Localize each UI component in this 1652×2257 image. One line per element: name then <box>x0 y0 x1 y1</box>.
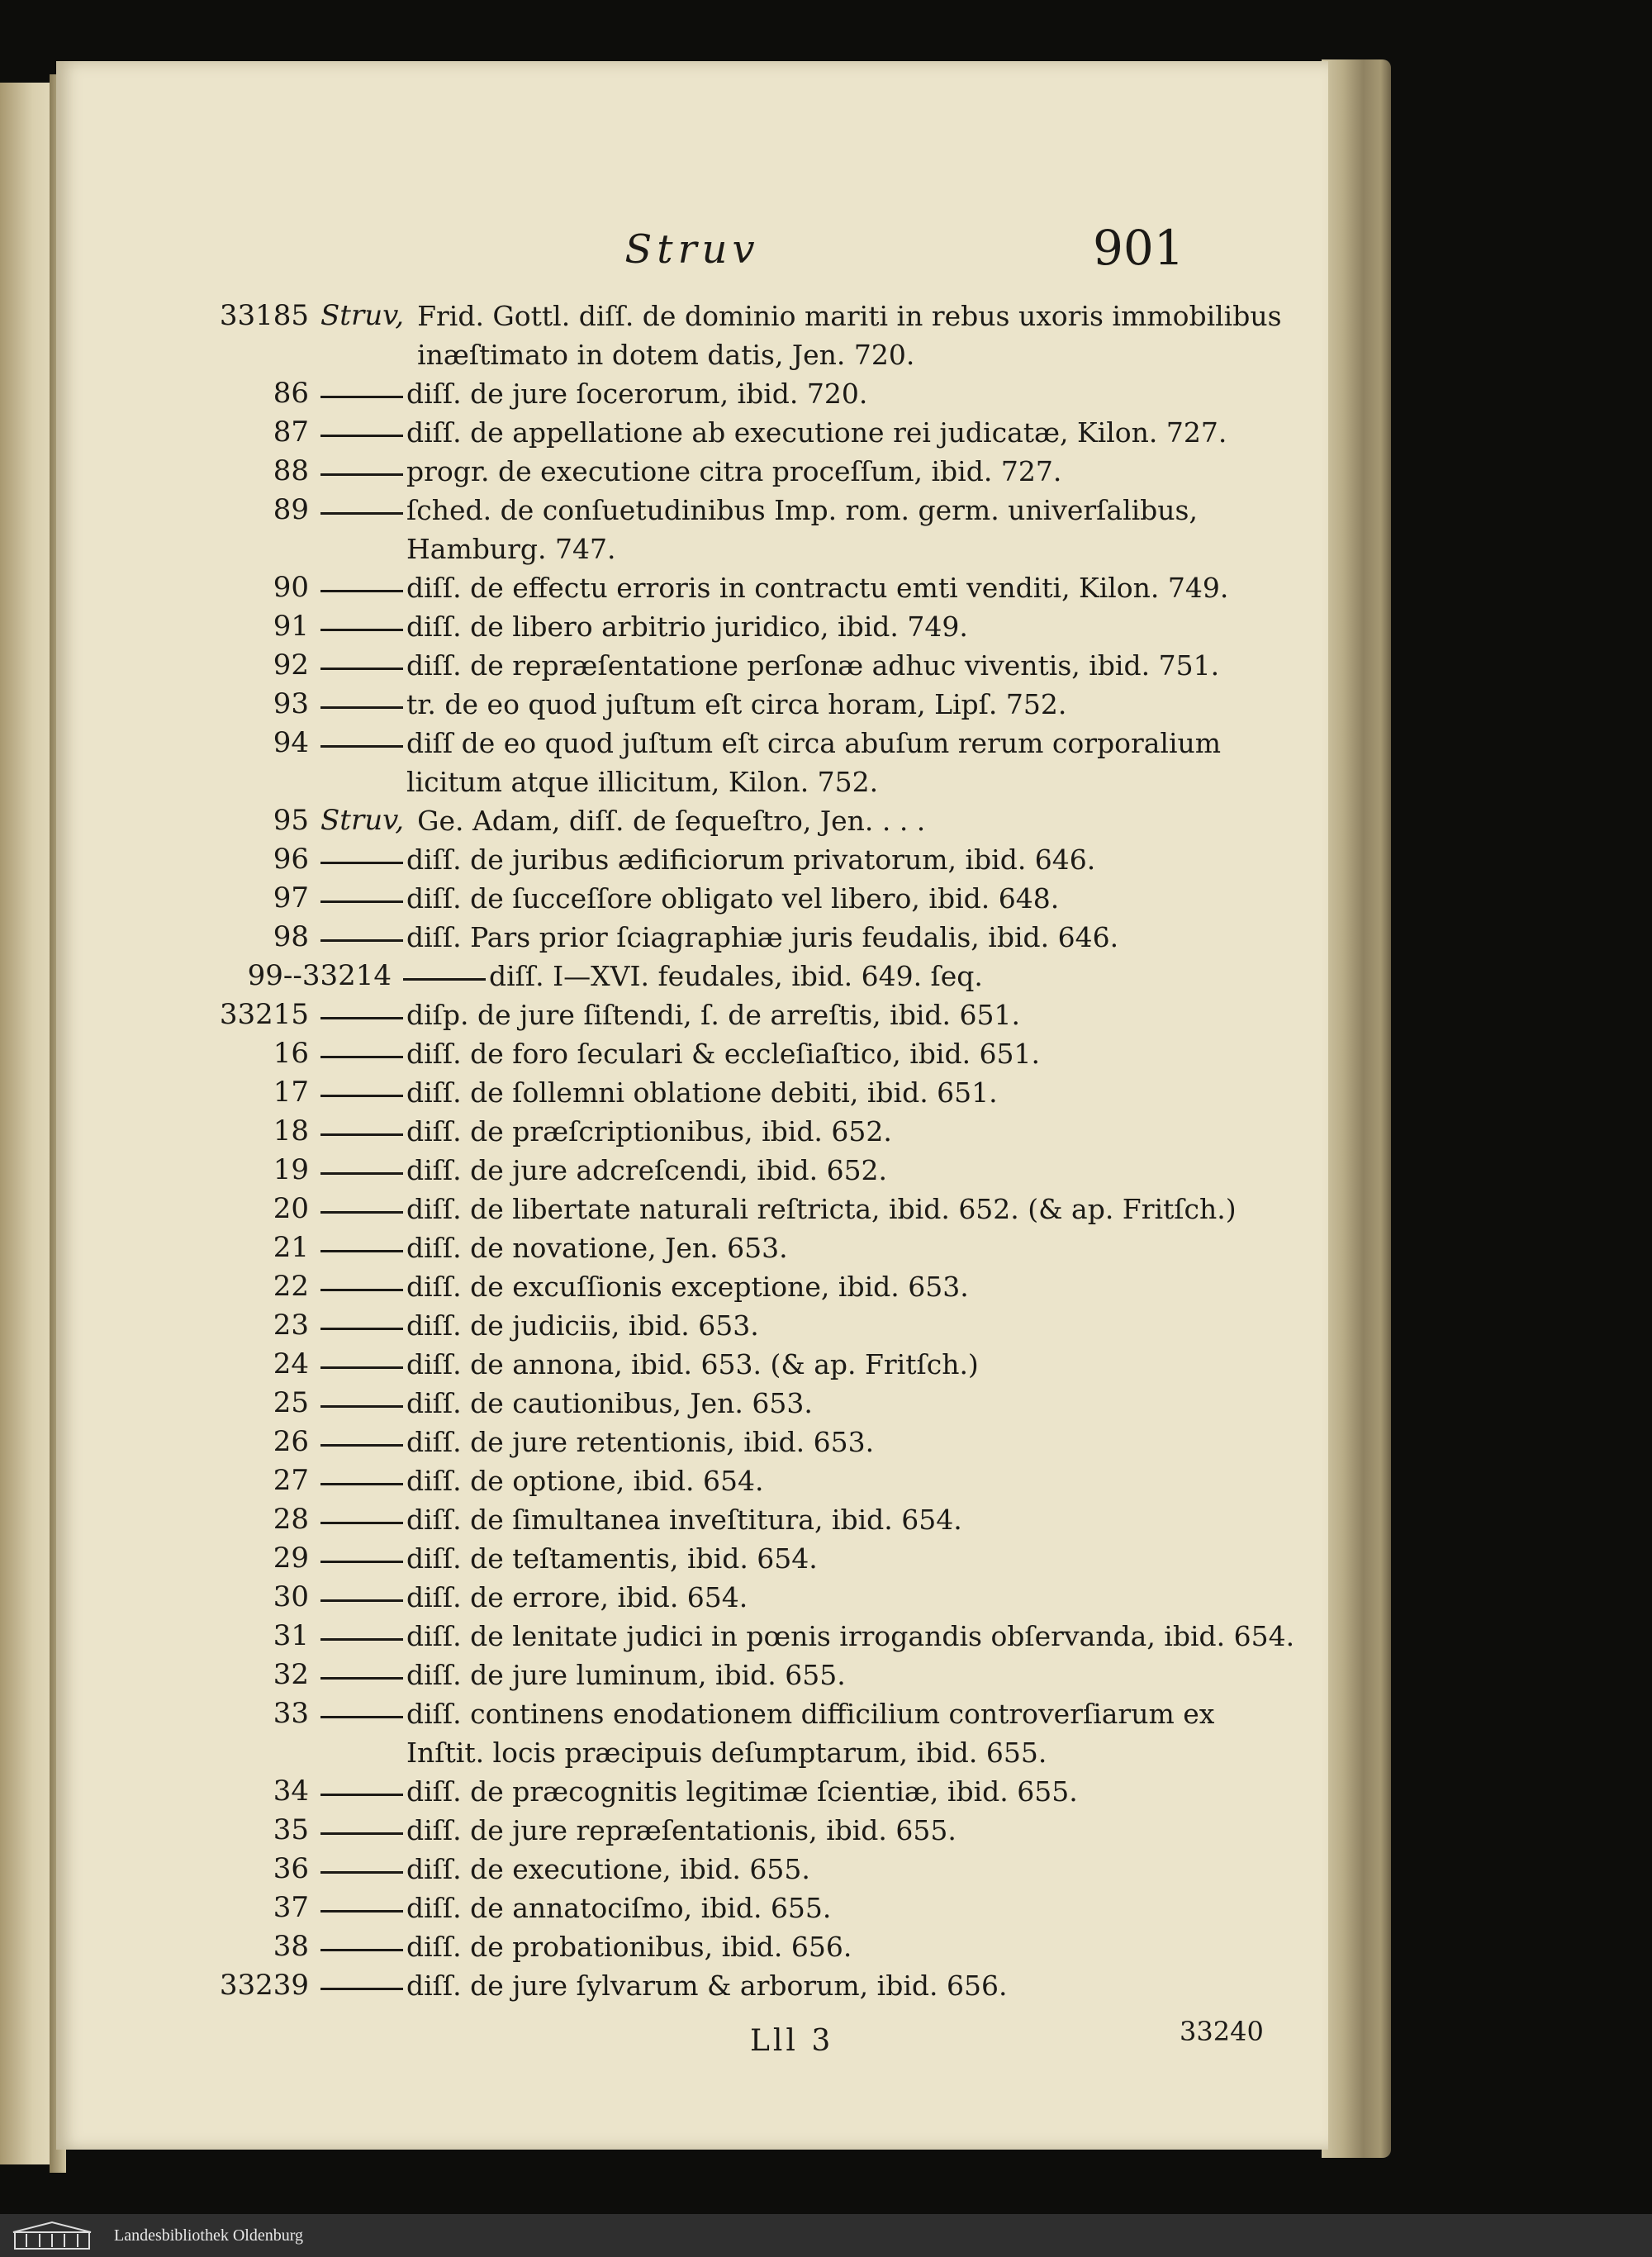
entry-number: 33239 <box>219 1969 309 2002</box>
catalog-entry <box>164 607 1299 646</box>
entry-number: 30 <box>273 1580 309 1613</box>
catalog-entry <box>164 840 1299 879</box>
ditto-dash <box>320 939 403 942</box>
entry-number: 28 <box>273 1503 309 1536</box>
entry-number: 32 <box>273 1658 309 1691</box>
catalog-entry <box>164 957 1299 995</box>
entry-number: 35 <box>273 1813 309 1846</box>
entry-text: diſſ. de optione, ibid. 654. <box>406 1465 764 1497</box>
ditto-dash <box>320 745 403 748</box>
entry-author: Struv, <box>320 804 405 837</box>
entry-text: diſſ. de jure adcreſcendi, ibid. 652. <box>406 1154 888 1186</box>
entry-number: 21 <box>273 1231 309 1264</box>
catalog-entry <box>164 1345 1299 1384</box>
catalog-entry <box>164 491 1299 568</box>
ditto-dash <box>320 473 403 476</box>
ditto-dash <box>320 900 403 903</box>
entry-text: diſſ. de lenitate judici in pœnis irrogandis obſervanda, ibid. 654. <box>406 1620 1295 1652</box>
catalog-entry <box>164 646 1299 685</box>
entry-text: diſſ. continens enodationem difficilium controverſiarum ex Inſtit. locis præcipuis deſumptarum, ibid. 655. <box>406 1698 1215 1769</box>
ditto-dash <box>320 1988 403 1990</box>
ditto-dash <box>320 1095 403 1097</box>
ditto-dash <box>320 1056 403 1058</box>
entry-text: diſſ. de jure retentionis, ibid. 653. <box>406 1426 875 1458</box>
entry-number: 95 <box>273 804 309 837</box>
ditto-dash <box>403 978 486 981</box>
catalog-entry <box>164 1500 1299 1539</box>
entry-number: 24 <box>273 1347 309 1380</box>
entry-number: 33185 <box>219 299 309 332</box>
entry-text: diſſ. de excuſſionis exceptione, ibid. 653. <box>406 1271 969 1303</box>
entry-text: diſſ. de jure ſocerorum, ibid. 720. <box>406 378 868 410</box>
catalog-entry <box>164 1306 1299 1345</box>
catalog-entry <box>164 1889 1299 1927</box>
catalog-entry <box>164 374 1299 413</box>
entry-number: 33 <box>273 1697 309 1730</box>
ditto-dash <box>320 1794 403 1796</box>
entry-number: 25 <box>273 1386 309 1419</box>
page-stack-edge <box>1322 59 1391 2158</box>
entry-text: diſſ. de appellatione ab executione rei judicatæ, Kilon. 727. <box>406 416 1227 449</box>
entry-number: 19 <box>273 1153 309 1186</box>
entry-number: 29 <box>273 1542 309 1575</box>
entry-text: diſſ. de ſucceſſore obligato vel libero, ibid. 648. <box>406 882 1060 915</box>
entry-text: diſſ. de præſcriptionibus, ibid. 652. <box>406 1115 892 1148</box>
entry-text: diſſ. de jure ſylvarum & arborum, ibid. 656. <box>406 1970 1008 2002</box>
catalog-entry <box>164 685 1299 724</box>
entry-text: diſſ. de jure repræſentationis, ibid. 655. <box>406 1814 957 1846</box>
footer-bar <box>0 2214 1652 2257</box>
entry-author: Struv, <box>320 299 405 332</box>
catalog-entry <box>164 1112 1299 1151</box>
ditto-dash <box>320 1328 403 1330</box>
entry-number: 26 <box>273 1425 309 1458</box>
catalog-entry <box>164 568 1299 607</box>
catalog-entry <box>164 1461 1299 1500</box>
entry-number: 94 <box>273 726 309 759</box>
entry-text: diſſ. de annona, ibid. 653. (& ap. Fritſch.) <box>406 1348 979 1380</box>
entry-number: 36 <box>273 1852 309 1885</box>
catalog-entry <box>164 1850 1299 1889</box>
ditto-dash <box>320 1561 403 1563</box>
entry-text: diſſ. de juribus ædificiorum privatorum, ibid. 646. <box>406 843 1096 876</box>
entry-text: diſſ. de foro ſeculari & eccleſiaſtico, ibid. 651. <box>406 1038 1041 1070</box>
entry-number: 99--33214 <box>247 959 392 992</box>
catalog-entry <box>164 1190 1299 1228</box>
entry-number: 17 <box>273 1076 309 1109</box>
entry-text: diſſ. de jure luminum, ibid. 655. <box>406 1659 846 1691</box>
ditto-dash <box>320 1483 403 1485</box>
entry-number: 93 <box>273 687 309 720</box>
catalog-entry <box>164 995 1299 1034</box>
library-name: Landesbibliothek Oldenburg <box>114 2226 304 2245</box>
entry-number: 38 <box>273 1930 309 1963</box>
ditto-dash <box>320 668 403 670</box>
entry-text: diſſ. de libertate naturali reſtricta, ibid. 652. (& ap. Fritſch.) <box>406 1193 1237 1225</box>
entry-text: diſſ. de repræſentatione perſonæ adhuc viventis, ibid. 751. <box>406 649 1220 682</box>
entry-text: diſſ. de annatociſmo, ibid. 655. <box>406 1892 832 1924</box>
ditto-dash <box>320 1366 403 1369</box>
ditto-dash <box>320 1405 403 1408</box>
ditto-dash <box>320 706 403 709</box>
catalog-entry <box>164 1656 1299 1694</box>
entry-number: 89 <box>273 493 309 526</box>
entry-number: 98 <box>273 920 309 953</box>
catalog-entry <box>164 413 1299 452</box>
catalog-entry <box>164 1927 1299 1966</box>
entry-text: diſſ. de judiciis, ibid. 653. <box>406 1309 759 1342</box>
entry-number: 34 <box>273 1775 309 1808</box>
entry-text: diſp. de jure ſiſtendi, ſ. de arreſtis, ibid. 651. <box>406 999 1020 1031</box>
entry-number: 96 <box>273 843 309 876</box>
ditto-dash <box>320 435 403 437</box>
entry-number: 92 <box>273 649 309 682</box>
entry-number: 27 <box>273 1464 309 1497</box>
catalog-entry <box>164 1811 1299 1850</box>
ditto-dash <box>320 1638 403 1641</box>
entry-text: diſſ. de probationibus, ibid. 656. <box>406 1931 852 1963</box>
entry-list <box>164 297 1299 2005</box>
ditto-dash <box>320 862 403 864</box>
entry-text: diſſ. I—XVI. feudales, ibid. 649. ſeq. <box>489 960 983 992</box>
ditto-dash <box>320 629 403 631</box>
ditto-dash <box>320 1910 403 1913</box>
entry-text: diſſ. de præcognitis legitimæ ſcientiæ, ibid. 655. <box>406 1775 1078 1808</box>
ditto-dash <box>320 590 403 592</box>
catalog-entry <box>164 1073 1299 1112</box>
entry-number: 88 <box>273 454 309 487</box>
entry-text: Frid. Gottl. diſſ. de dominio mariti in rebus uxoris immobilibus inæſtimato in dotem datis, Jen. 720. <box>417 300 1282 371</box>
ditto-dash <box>320 1871 403 1874</box>
ditto-dash <box>320 1133 403 1136</box>
ditto-dash <box>320 1289 403 1291</box>
ditto-dash <box>320 396 403 398</box>
ditto-dash <box>320 1599 403 1602</box>
entry-text: diſſ. de libero arbitrio juridico, ibid. 749. <box>406 611 968 643</box>
ditto-dash <box>320 1172 403 1175</box>
catalog-entry <box>164 1384 1299 1423</box>
ditto-dash <box>320 1677 403 1680</box>
catalog-entry <box>164 1694 1299 1772</box>
entry-text: diſſ. de ſimultanea inveſtitura, ibid. 654. <box>406 1504 962 1536</box>
page-number: 901 <box>1093 220 1184 276</box>
entry-text: Ge. Adam, diſſ. de ſequeſtro, Jen. . . . <box>417 805 926 837</box>
entry-text: diſſ. Pars prior ſciagraphiæ juris feudalis, ibid. 646. <box>406 921 1119 953</box>
ditto-dash <box>320 1522 403 1524</box>
catalog-entry <box>164 918 1299 957</box>
catalog-entry <box>164 801 1299 840</box>
entry-number: 23 <box>273 1309 309 1342</box>
book-page <box>56 61 1328 2150</box>
catalog-entry <box>164 724 1299 801</box>
catalog-entry <box>164 1034 1299 1073</box>
catalog-entry <box>164 1151 1299 1190</box>
ditto-dash <box>320 1832 403 1835</box>
entry-text: diſſ. de teſtamentis, ibid. 654. <box>406 1542 818 1575</box>
catalog-entry <box>164 1539 1299 1578</box>
entry-number: 37 <box>273 1891 309 1924</box>
catalog-entry <box>164 452 1299 491</box>
entry-number: 16 <box>273 1037 309 1070</box>
entry-number: 33215 <box>219 998 309 1031</box>
ditto-dash <box>320 1444 403 1447</box>
catalog-entry <box>164 297 1299 374</box>
entry-text: diſſ. de cautionibus, Jen. 653. <box>406 1387 813 1419</box>
catalog-entry <box>164 1772 1299 1811</box>
entry-text: diſſ. de novatione, Jen. 653. <box>406 1232 788 1264</box>
catalog-entry <box>164 1423 1299 1461</box>
ditto-dash <box>320 1250 403 1252</box>
entry-number: 91 <box>273 610 309 643</box>
entry-number: 97 <box>273 881 309 915</box>
catchword: 33240 <box>1180 2016 1264 2047</box>
entry-text: tr. de eo quod juſtum eſt circa horam, Lipſ. 752. <box>406 688 1067 720</box>
signature-mark: Lll 3 <box>750 2024 834 2058</box>
library-building-icon <box>7 2219 106 2252</box>
catalog-entry <box>164 1966 1299 2005</box>
running-head: Struv <box>624 226 760 273</box>
entry-text: diſſ. de errore, ibid. 654. <box>406 1581 748 1613</box>
catalog-entry <box>164 879 1299 918</box>
entry-text: diſſ. de effectu erroris in contractu emti venditi, Kilon. 749. <box>406 572 1229 604</box>
ditto-dash <box>320 512 403 515</box>
entry-number: 31 <box>273 1619 309 1652</box>
entry-number: 18 <box>273 1114 309 1148</box>
ditto-dash <box>320 1017 403 1019</box>
entry-number: 20 <box>273 1192 309 1225</box>
entry-number: 90 <box>273 571 309 604</box>
entry-text: ſched. de conſuetudinibus Imp. rom. germ. univerſalibus, Hamburg. 747. <box>406 494 1198 565</box>
entry-text: diſſ de eo quod juſtum eſt circa abuſum rerum corporalium licitum atque illicitum, Kilon. 752. <box>406 727 1222 798</box>
entry-number: 86 <box>273 377 309 410</box>
ditto-dash <box>320 1211 403 1214</box>
ditto-dash <box>320 1949 403 1951</box>
catalog-entry <box>164 1228 1299 1267</box>
catalog-entry <box>164 1578 1299 1617</box>
entry-text: progr. de executione citra proceſſum, ibid. 727. <box>406 455 1062 487</box>
entry-number: 22 <box>273 1270 309 1303</box>
entry-number: 87 <box>273 416 309 449</box>
ditto-dash <box>320 1716 403 1718</box>
catalog-entry <box>164 1267 1299 1306</box>
entry-text: diſſ. de ſollemni oblatione debiti, ibid. 651. <box>406 1076 998 1109</box>
entry-text: diſſ. de executione, ibid. 655. <box>406 1853 810 1885</box>
catalog-entry <box>164 1617 1299 1656</box>
